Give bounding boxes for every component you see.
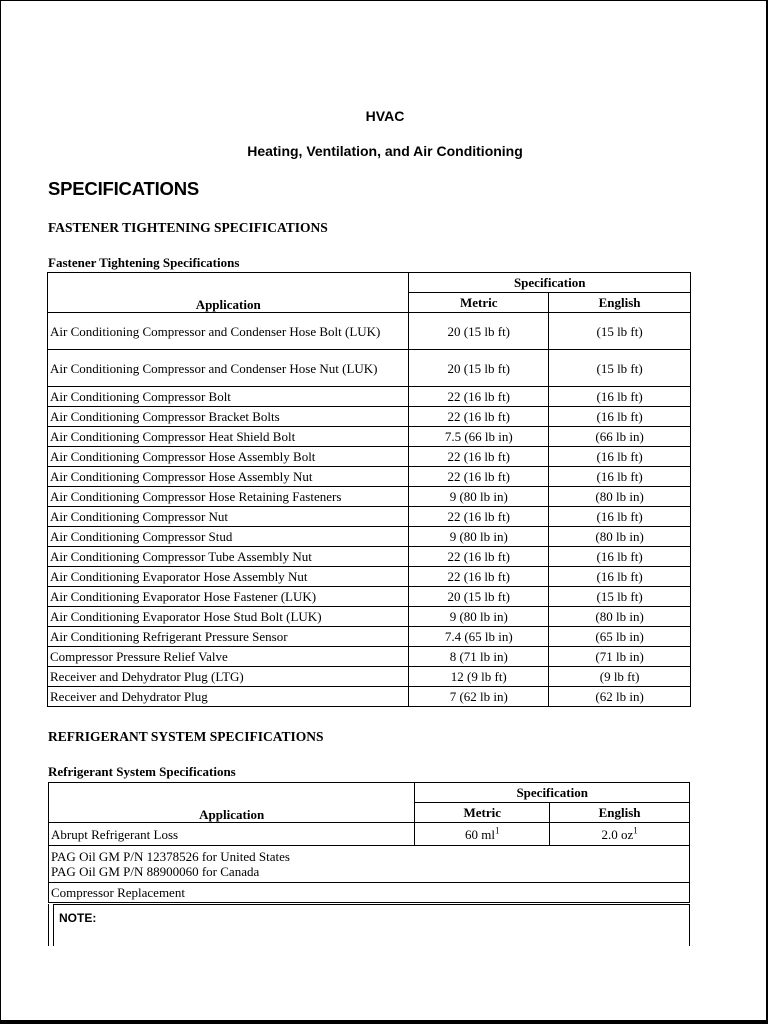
- english-cell: (66 lb in): [549, 427, 691, 447]
- english-cell: (80 lb in): [549, 487, 691, 507]
- english-cell: (15 lb ft): [549, 313, 691, 350]
- table-row: [48, 387, 691, 407]
- table-row: [48, 527, 691, 547]
- english-cell: (65 lb in): [549, 627, 691, 647]
- application-cell: Air Conditioning Compressor Stud: [48, 527, 409, 547]
- table-row: [48, 313, 691, 350]
- table-row: [48, 587, 691, 607]
- application-cell: Air Conditioning Compressor Heat Shield Bolt: [48, 427, 409, 447]
- english-cell: (16 lb ft): [549, 547, 691, 567]
- english-cell: (16 lb ft): [549, 407, 691, 427]
- table-row: [49, 823, 690, 846]
- application-cell: Air Conditioning Evaporator Hose Fastener (LUK): [48, 587, 409, 607]
- application-cell: Air Conditioning Compressor Hose Assembly Nut: [48, 467, 409, 487]
- table-row: [49, 846, 690, 883]
- column-header-application: Application: [48, 273, 409, 313]
- application-cell: Receiver and Dehydrator Plug: [48, 687, 409, 707]
- application-cell: Air Conditioning Compressor Hose Retaining Fasteners: [48, 487, 409, 507]
- english-cell: (80 lb in): [549, 527, 691, 547]
- note-label: NOTE:: [59, 911, 97, 925]
- english-cell: (15 lb ft): [549, 587, 691, 607]
- metric-cell: 7.5 (66 lb in): [409, 427, 549, 447]
- metric-cell: 12 (9 lb ft): [409, 667, 549, 687]
- section-heading: SPECIFICATIONS: [48, 178, 200, 199]
- table-row: [48, 427, 691, 447]
- refrigerant-section-heading: REFRIGERANT SYSTEM SPECIFICATIONS: [48, 729, 324, 744]
- table-row: [48, 467, 691, 487]
- column-header-application: Application: [49, 783, 415, 823]
- table-row: [48, 547, 691, 567]
- english-cell: (16 lb ft): [549, 387, 691, 407]
- application-cell: Air Conditioning Compressor Bolt: [48, 387, 409, 407]
- metric-cell: 22 (16 lb ft): [409, 567, 549, 587]
- application-cell: Air Conditioning Compressor Tube Assembly Nut: [48, 547, 409, 567]
- metric-cell: 7 (62 lb in): [409, 687, 549, 707]
- english-cell: (9 lb ft): [549, 667, 691, 687]
- note-box: [48, 904, 690, 946]
- metric-cell: 22 (16 lb ft): [409, 467, 549, 487]
- metric-cell: 22 (16 lb ft): [409, 387, 549, 407]
- application-cell: Air Conditioning Evaporator Hose Assembly Nut: [48, 567, 409, 587]
- metric-cell: 9 (80 lb in): [409, 487, 549, 507]
- application-cell: Abrupt Refrigerant Loss: [49, 823, 415, 846]
- footnote-marker: 1: [495, 825, 500, 836]
- table-row: [48, 487, 691, 507]
- english-cell: (16 lb ft): [549, 507, 691, 527]
- english-cell: [550, 823, 690, 846]
- metric-cell: [415, 823, 550, 846]
- column-header-metric: Metric: [409, 293, 549, 313]
- pag-oil-cell: [49, 846, 690, 883]
- english-cell: (62 lb in): [549, 687, 691, 707]
- table-row: [48, 507, 691, 527]
- application-cell: Air Conditioning Evaporator Hose Stud Bolt (LUK): [48, 607, 409, 627]
- application-cell: Air Conditioning Refrigerant Pressure Sensor: [48, 627, 409, 647]
- fastener-table-body: [48, 313, 691, 707]
- english-cell: (16 lb ft): [549, 447, 691, 467]
- metric-cell: 20 (15 lb ft): [409, 313, 549, 350]
- table-row: [48, 350, 691, 387]
- metric-cell: 20 (15 lb ft): [409, 350, 549, 387]
- metric-cell: 9 (80 lb in): [409, 527, 549, 547]
- fastener-spec-table: [47, 272, 691, 707]
- table-row: [48, 567, 691, 587]
- english-cell: (16 lb ft): [549, 467, 691, 487]
- document-title: HVAC: [365, 108, 405, 124]
- fastener-section-heading: FASTENER TIGHTENING SPECIFICATIONS: [48, 220, 328, 235]
- application-cell: Compressor Pressure Relief Valve: [48, 647, 409, 667]
- column-header-specification: Specification: [415, 783, 690, 803]
- application-cell: Receiver and Dehydrator Plug (LTG): [48, 667, 409, 687]
- metric-cell: 22 (16 lb ft): [409, 547, 549, 567]
- document-subtitle: Heating, Ventilation, and Air Conditioning: [247, 143, 523, 159]
- metric-cell: 22 (16 lb ft): [409, 447, 549, 467]
- table-row: [48, 447, 691, 467]
- metric-cell: 8 (71 lb in): [409, 647, 549, 667]
- table-row: [48, 667, 691, 687]
- table-row: [48, 607, 691, 627]
- application-cell: Air Conditioning Compressor and Condenser Hose Bolt (LUK): [48, 313, 409, 350]
- note-box-inner: [53, 904, 689, 946]
- table-row: [49, 883, 690, 903]
- fastener-table-caption: Fastener Tightening Specifications: [48, 255, 240, 270]
- english-cell: (16 lb ft): [549, 567, 691, 587]
- metric-value: 60 ml: [465, 826, 496, 842]
- column-header-specification: Specification: [409, 273, 691, 293]
- metric-cell: 22 (16 lb ft): [409, 407, 549, 427]
- metric-cell: 9 (80 lb in): [409, 607, 549, 627]
- pag-oil-us-line: PAG Oil GM P/N 12378526 for United States: [51, 849, 290, 864]
- application-cell: Air Conditioning Compressor Bracket Bolts: [48, 407, 409, 427]
- english-cell: (71 lb in): [549, 647, 691, 667]
- footnote-marker: 1: [633, 825, 638, 836]
- english-cell: (15 lb ft): [549, 350, 691, 387]
- compressor-replacement-cell: Compressor Replacement: [49, 883, 690, 903]
- metric-cell: 20 (15 lb ft): [409, 587, 549, 607]
- column-header-metric: Metric: [415, 803, 550, 823]
- application-cell: Air Conditioning Compressor and Condenser Hose Nut (LUK): [48, 350, 409, 387]
- application-cell: Air Conditioning Compressor Hose Assembly Bolt: [48, 447, 409, 467]
- refrigerant-table-caption: Refrigerant System Specifications: [48, 764, 236, 779]
- table-row: [48, 687, 691, 707]
- column-header-english: English: [550, 803, 690, 823]
- table-row: [48, 647, 691, 667]
- metric-cell: 7.4 (65 lb in): [409, 627, 549, 647]
- application-cell: Air Conditioning Compressor Nut: [48, 507, 409, 527]
- refrigerant-spec-table: [48, 782, 690, 903]
- english-value: 2.0 oz: [601, 826, 634, 842]
- pag-oil-canada-line: PAG Oil GM P/N 88900060 for Canada: [51, 864, 260, 879]
- column-header-english: English: [549, 293, 691, 313]
- metric-cell: 22 (16 lb ft): [409, 507, 549, 527]
- table-row: [48, 627, 691, 647]
- table-row: [48, 407, 691, 427]
- english-cell: (80 lb in): [549, 607, 691, 627]
